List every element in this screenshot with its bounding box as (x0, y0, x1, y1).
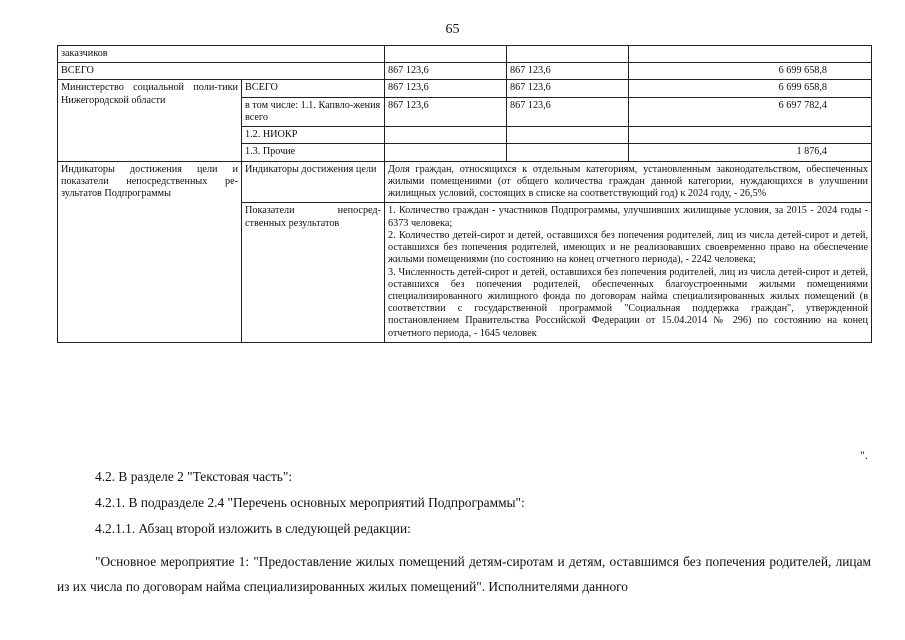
ministry-row-col5: 1 876,4 (629, 144, 872, 161)
total-label-cell: ВСЕГО (58, 63, 385, 80)
ministry-row-col4: 867 123,6 (507, 80, 629, 97)
ministry-row-col3 (385, 127, 507, 144)
empty-cell (507, 46, 629, 63)
ministry-row-col3: 867 123,6 (385, 80, 507, 97)
indicators-label-cell: Индикаторы достижения цели и показатели непосредственных ре-зультатов Подпрограммы (58, 161, 242, 342)
ministry-row-col5: 6 699 658,8 (629, 80, 872, 97)
table-row-customers (58, 46, 872, 63)
total-col4: 867 123,6 (507, 63, 629, 80)
paragraph-section-4-2-1-1: 4.2.1.1. Абзац второй изложить в следующей редакции: (95, 521, 411, 536)
ministry-row-col3: 867 123,6 (385, 97, 507, 126)
goal-indicators-label: Индикаторы достижения цели (242, 161, 385, 203)
ministry-row-col4 (507, 144, 629, 161)
paragraph-section-4-2: 4.2. В разделе 2 "Текстовая часть": (95, 469, 293, 484)
paragraph-section-4-2-1: 4.2.1. В подразделе 2.4 "Перечень основных мероприятий Подпрограммы": (95, 495, 525, 510)
paragraph-main-activity: "Основное мероприятие 1: "Предоставление жилых помещений детям-сиротам и детям, оставшимся без попечения родителей, лицам из их числа по договорам найма специализированных жилых помещений". Исполнителями данного (57, 554, 871, 594)
ministry-row-col4 (507, 127, 629, 144)
goal-indicators-text: Доля граждан, относящихся к отдельным категориям, установленным законодательством, обеспеченных жилыми помещениями (от общего количества граждан данной категории, нуждающихся в улучшении жилищных условий, состоящих в списке на соответствующий год) к 2024 году, - 26,5% (385, 161, 872, 203)
page-number: 65 (445, 22, 460, 37)
empty-cell (385, 46, 507, 63)
ministry-row-label: ВСЕГО (242, 80, 385, 97)
table-row-goal-indicators (58, 161, 872, 203)
ministry-row-label: 1.3. Прочие (242, 144, 385, 161)
ministry-row-col5: 6 697 782,4 (629, 97, 872, 126)
result-item: 3. Численность детей-сирот и детей, оставшихся без попечения родителей, лиц из числа детей-сирот и детей, оставшихся без попечения родителей, обеспеченных благоустроенными жилыми помещениями специализированного жилищного фонда по договорам найма специализированных жилых помещений (в соответствии с государственной программой "Социальная поддержка граждан", утвержденной постановлением Правительства Российской Федерации от 15.04.2014 № 296) по состоянию на конец отчетного периода, - 1645 человек (388, 266, 869, 339)
closing-quote: ". (860, 448, 868, 462)
result-item: 2. Количество детей-сирот и детей, оставшихся без попечения родителей, лиц из числа детей-сирот и детей, оставшихся без попечения родителей, имеющих и не реализовавших своевременно право на обеспечение жилыми помещениями (по состоянию на конец отчетного периода), - 2242 человека; (388, 229, 869, 266)
empty-cell (629, 46, 872, 63)
total-col5: 6 699 658,8 (629, 63, 872, 80)
ministry-row-label: в том числе: 1.1. Капвло-жения всего (242, 97, 385, 126)
customers-label-cell: заказчиков (58, 46, 385, 63)
table-row-total (58, 63, 872, 80)
direct-results-label: Показатели непосред-ственных результатов (242, 203, 385, 343)
result-item: 1. Количество граждан - участников Подпрограммы, улучшивших жилищные условия, за 2015 - 2024 годы - 6373 человека; (388, 205, 869, 229)
ministry-row-col5 (629, 127, 872, 144)
ministry-row-col3 (385, 144, 507, 161)
ministry-row-label: 1.2. НИОКР (242, 127, 385, 144)
ministry-row-col4: 867 123,6 (507, 97, 629, 126)
subprogram-table (57, 45, 872, 343)
total-col3: 867 123,6 (385, 63, 507, 80)
ministry-label-cell: Министерство социальной поли-тики Нижегородской области (58, 80, 242, 161)
direct-results-text (385, 203, 872, 343)
table-row-ministry-total (58, 80, 872, 97)
